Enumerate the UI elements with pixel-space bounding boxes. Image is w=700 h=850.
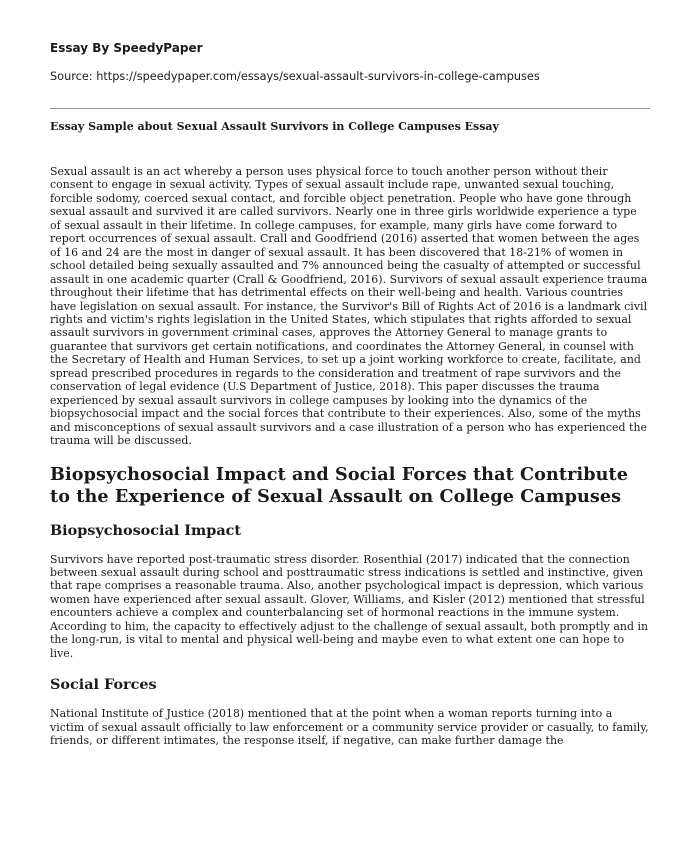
intro-paragraph: Sexual assault is an act whereby a person uses physical force to touch another person without their consent to engage in sexual activity. Types of sexual assault include rape, unwanted sexual touching, forcible sodomy, coerced sexual contact, and forcible object penetration. People who have gone through sexual assault and survived it are called survivors. Nearly one in three girls worldwide experience a type of sexual assault in their lifetime. In college campuses, for example, many girls have come forward to report occurrences of sexual assault. Crall and Goodfriend (2016) asserted that women between the ages of 16 and 24 are the most in danger of sexual assault. It has been discovered that 18-21% of women in school detailed being sexually assaulted and 7% announced being the casualty of attempted or successful assault in one academic quarter (Crall & Goodfriend, 2016). Survivors of sexual assault experience trauma throughout their lifetime that has detrimental effects on their well-being and health. Various countries have legislation on sexual assault. For instance, the Survivor's Bill of Rights Act of 2016 is a landmark civil rights and victim's rights legislation in the United States, which stipulates that rights afforded to sexual assault survivors in government criminal cases, approves the Attorney General to manage grants to guarantee that survivors get certain notifications, and coordinates the Attorney General, in counsel with the Secretary of Health and Human Services, to set up a joint working workforce to create, facilitate, and spread prescribed procedures in regards to the consideration and treatment of rape survivors and the conservation of legal evidence (U.S Department of Justice, 2018). This paper discusses the trauma experienced by sexual assault survivors in college campuses by looking into the dynamics of the biopsychosocial impact and the social forces that contribute to their experiences. Also, some of the myths and misconceptions of sexual assault survivors and a case illustration of a person who has experienced the trauma will be discussed.	[50, 165, 648, 448]
brand-title: Essay By SpeedyPaper	[50, 41, 203, 55]
section-heading: Biopsychosocial Impact and Social Forces that Contribute to the Experience of Sexual Assault on College Campuses	[50, 463, 629, 507]
subsection-heading-biopsychosocial: Biopsychosocial Impact	[50, 521, 242, 539]
biopsychosocial-paragraph: Survivors have reported post-traumatic stress disorder. Rosenthial (2017) indicated that the connection between sexual assault during school and posttraumatic stress indications is settled and instinctive, given that rape comprises a reasonable trauma. Also, another psychological impact is depression, which various women have experienced after sexual assault. Glover, Williams, and Kisler (2012) mentioned that stressful encounters achieve a complex and counterbalancing set of hormonal reactions in the immune system. According to him, the capacity to effectively adjust to the challenge of sexual assault, both promptly and in the long-run, is vital to mental and physical well-being and maybe even to what extent one can hope to live.	[50, 552, 649, 660]
source-line: Source: https://speedypaper.com/essays/sexual-assault-survivors-in-college-campuses	[50, 70, 540, 83]
essay-body	[50, 165, 650, 748]
header-divider	[50, 108, 650, 109]
social-forces-paragraph: National Institute of Justice (2018) mentioned that at the point when a woman reports turning into a victim of sexual assault officially to law enforcement or a community service provider or casually, to family, friends, or different intimates, the response itself, if negative, can make further damage the	[50, 707, 649, 748]
document-header	[50, 41, 650, 83]
essay-sample-title: Essay Sample about Sexual Assault Survivors in College Campuses Essay	[50, 120, 499, 133]
subsection-heading-social-forces: Social Forces	[50, 676, 157, 694]
